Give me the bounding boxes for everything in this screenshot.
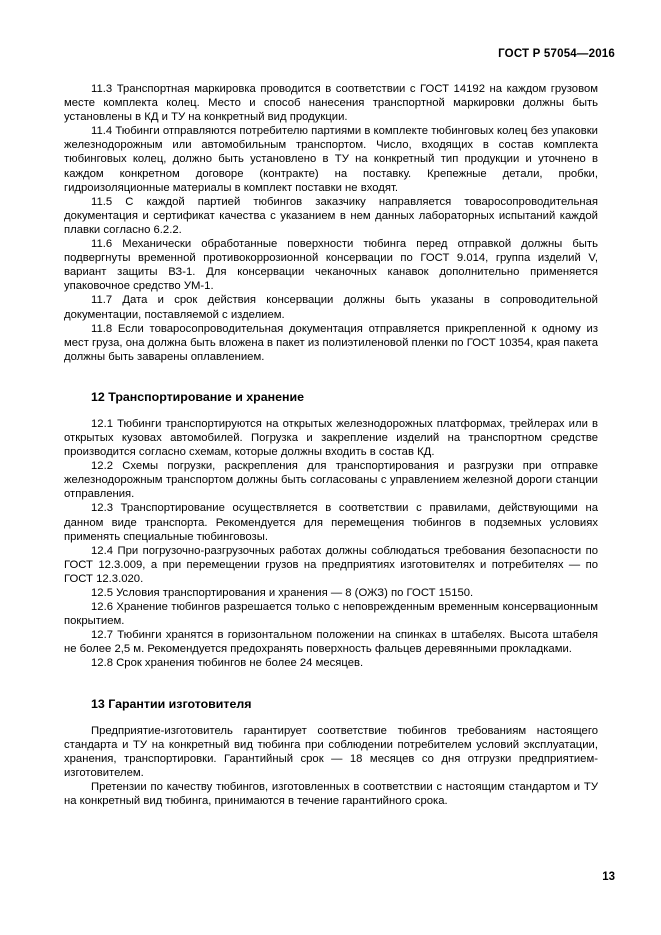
spacer	[64, 364, 598, 390]
paragraph-12-6: 12.6 Хранение тюбингов разрешается только с неповрежденным временным консервационным покрытием.	[64, 601, 598, 628]
document-body	[64, 82, 598, 808]
paragraph-13-1: Предприятие-изготовитель гарантирует соответствие тюбингов требованиям настоящего стандарта и ТУ на конкретный вид тюбинга при соблюдении потребителем условий эксплуатации, хранения, транспортировки. Гарантийный срок — 18 месяцев со дня отгрузки предприятием-изготовителем.	[64, 724, 598, 779]
page-number: 13	[602, 871, 615, 883]
paragraph-12-2: 12.2 Схемы погрузки, раскрепления для транспортирования и разгрузки при отправке железнодорожным транспортом должны быть согласованы с управлением железной дороги станции отправления.	[64, 460, 598, 501]
paragraph-11-3: 11.3 Транспортная маркировка проводится в соответствии с ГОСТ 14192 на каждом грузовом месте комплекта колец. Место и способ нанесения транспортной маркировки должны быть установлены в КД и ТУ на конкретный вид продукции.	[64, 83, 598, 124]
paragraph-12-7: 12.7 Тюбинги хранятся в горизонтальном положении на спинках в штабелях. Высота штабеля не более 2,5 м. Рекомендуется предохранять поверхность фальцев деревянными прокладками.	[64, 629, 598, 656]
paragraph-12-8: 12.8 Срок хранения тюбингов не более 24 месяцев.	[91, 657, 364, 670]
page-header-standard-title: ГОСТ Р 57054—2016	[498, 48, 615, 60]
spacer	[64, 671, 598, 697]
paragraph-13-2: Претензии по качеству тюбингов, изготовленных в соответствии с настоящим стандартом и ТУ на конкретный вид тюбинга, принимаются в течение гарантийного срока.	[64, 780, 598, 808]
paragraph-11-5: 11.5 С каждой партией тюбингов заказчику направляется товаросопроводительная документация и сертификат качества с указанием в нем данных лабораторных испытаний каждой плавки согласно 6.2.2.	[64, 195, 598, 236]
section-heading-13: 13 Гарантии изготовителя	[91, 696, 252, 711]
spacer	[64, 404, 598, 417]
paragraph-12-1: 12.1 Тюбинги транспортируются на открытых железнодорожных платформах, трейлерах или в открытых кузовах автомобилей. Погрузка и закрепление изделий на транспортном средстве производится согласно схемам, которые должны входить в состав КД.	[64, 417, 598, 459]
paragraph-11-4: 11.4 Тюбинги отправляются потребителю партиями в комплекте тюбинговых колец без упаковки железнодорожным или автомобильным транспортом. Число, входящих в состав комплекта тюбинговых колец, должно быть установлено в ТУ на конкретный тип продукции и уточнено в каждом конкретном договоре (контракте) на поставку. Крепежные детали, пробки, гидроизоляционные материалы в комплект поставки не входят.	[64, 125, 598, 194]
paragraph-11-6: 11.6 Механически обработанные поверхности тюбинга перед отправкой должны быть подвергнуты временной противокоррозионной консервации по ГОСТ 9.014, группа изделий V, вариант защиты ВЗ-1. Для консервации чеканочных канавок дополнительно применяется упаковочное средство УМ-1.	[64, 238, 598, 293]
paragraph-12-5: 12.5 Условия транспортирования и хранения — 8 (ОЖЗ) по ГОСТ 15150.	[91, 587, 474, 599]
paragraph-12-4: 12.4 При погрузочно-разгрузочных работах должны соблюдаться требования безопасности по ГОСТ 12.3.009, а при перемещении грузов на предприятиях изготовителях и потребителях — по ГОСТ 12.3.020.	[64, 544, 598, 585]
spacer	[64, 711, 598, 724]
paragraph-11-7: 11.7 Дата и срок действия консервации должны быть указаны в сопроводительной документации, поставляемой с изделием.	[64, 294, 598, 321]
paragraph-12-3: 12.3 Транспортирование осуществляется в соответствии с правилами, действующими на данном виде транспорта. Рекомендуется для перемещения тюбингов в подземных условиях применять специальные тюбинговозы.	[64, 502, 598, 543]
section-heading-12: 12 Транспортирование и хранение	[91, 389, 304, 404]
paragraph-11-8: 11.8 Если товаросопроводительная документация отправляется прикрепленной к одному из мест груза, она должна быть вложена в пакет из полиэтиленовой пленки по ГОСТ 10354, края пакета должны быть заварены оплавлением.	[64, 322, 598, 363]
